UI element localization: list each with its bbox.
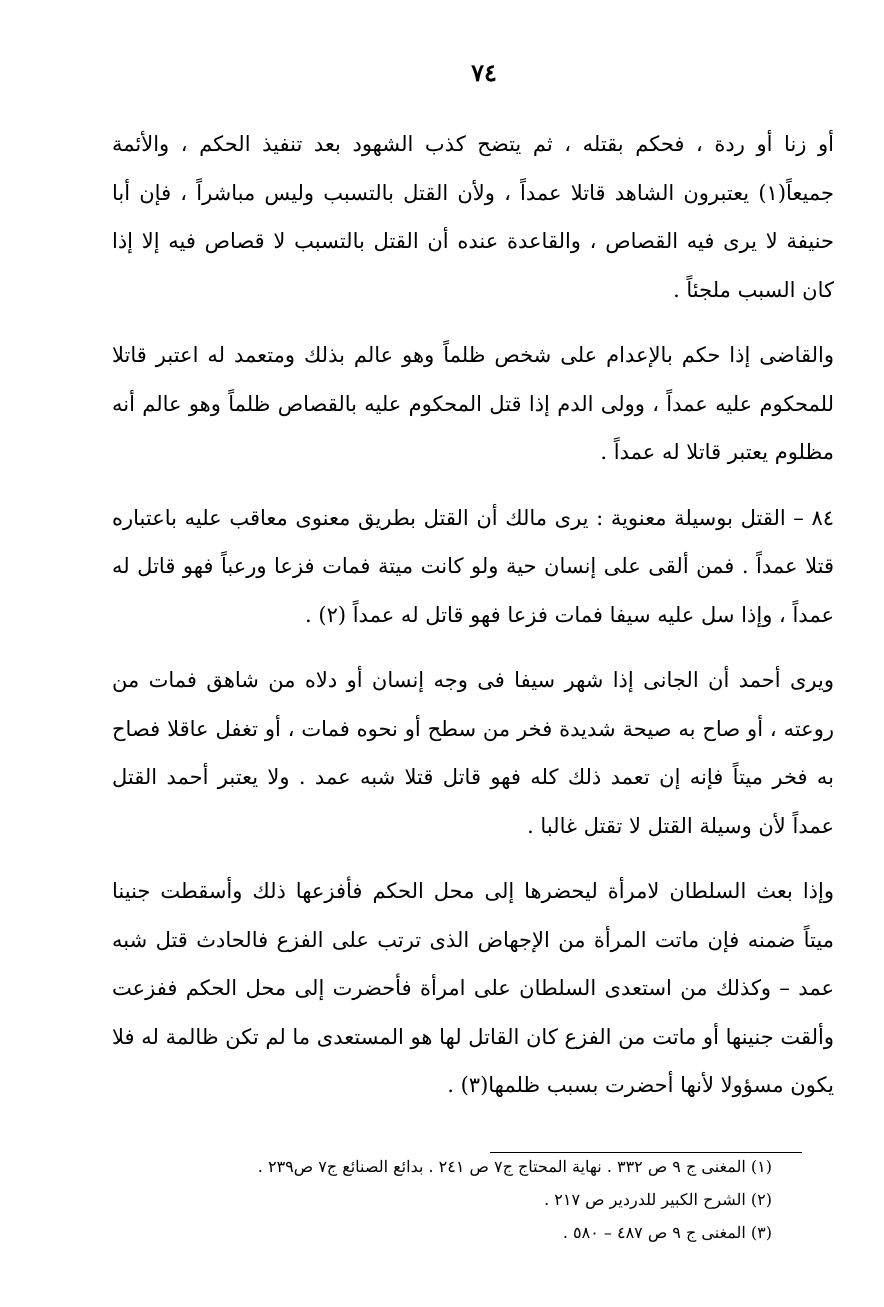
paragraph-1: أو زنا أو ردة ، فحكم بقتله ، ثم يتضح كذب الشهود بعد تنفيذ الحكم ، والأئمة جميعاً(١) يعتبرون الشاهد قاتلا عمداً ، ولأن القتل بالتسبب وليس مباشراً ، فإن أبا حنيفة لا يرى فيه القصاص ، والقاعدة عنده أن القتل بالتسبب لا قصاص فيه إلا إذا كان السبب ملجئاً . xyxy=(112,132,834,302)
footnote-1: (١) المغنى ج ٩ ص ٣٣٢ . نهاية المحتاج ج٧ ص ٢٤١ . بدائع الصنائع ج٧ ص٢٣٩ . xyxy=(257,1157,772,1176)
footnotes xyxy=(82,1150,802,1249)
paragraph-5: وإذا بعث السلطان لامرأة ليحضرها إلى محل الحكم فأفزعها ذلك وأسقطت جنينا ميتاً ضمنه فإن ماتت المرأة من الإجهاض الذى ترتب على الفزع فالحادث قتل شبه عمد – وكذلك من استعدى السلطان على امرأة فأحضرت إلى محل الحكم ففزعت وألقت جنينها أو ماتت من الفزع كان القاتل لها هو المستعدى ما لم تكن ظالمة له فلا يكون مسؤولا لأنها أحضرت بسبب ظلمها(٣) . xyxy=(112,879,834,1097)
paragraph-2: والقاضى إذا حكم بالإعدام على شخص ظلماً وهو عالم بذلك ومتعمد له اعتبر قاتلا للمحكوم عليه عمداً ، وولى الدم إذا قتل المحكوم عليه بالقصاص ظلماً وهو عالم أنه مظلوم يعتبر قاتلا له عمداً . xyxy=(112,343,834,464)
footnote-3: (٣) المغنى ج ٩ ص ٤٨٧ – ٥٨٠ . xyxy=(562,1223,772,1242)
body-text xyxy=(112,120,834,1127)
paragraph-3: ٨٤ – القتل بوسيلة معنوية : يرى مالك أن القتل بطريق معنوى معاقب عليه باعتباره قتلا عمداً . فمن ألقى على إنسان حية ولو كانت ميتة فمات فزعا ورعباً فهو قاتل له عمداً ، وإذا سل عليه سيفا فمات فزعا فهو قاتل له عمداً (٢) . xyxy=(112,505,834,627)
paragraph-4: ويرى أحمد أن الجانى إذا شهر سيفا فى وجه إنسان أو دلاه من شاهق فمات من روعته ، أو صاح به صيحة شديدة فخر من سطح أو نحوه فمات ، أو تغفل عاقلا فصاح به فخر ميتاً فإنه إن تعمد ذلك كله فهو قاتل قتلا شبه عمد . ولا يعتبر أحمد القتل عمداً لأن وسيلة القتل لا تقتل غالبا . xyxy=(112,668,834,838)
page-number: ٧٤ xyxy=(471,58,497,87)
footnote-2: (٢) الشرح الكبير للدردير ص ٢١٧ . xyxy=(544,1190,772,1209)
